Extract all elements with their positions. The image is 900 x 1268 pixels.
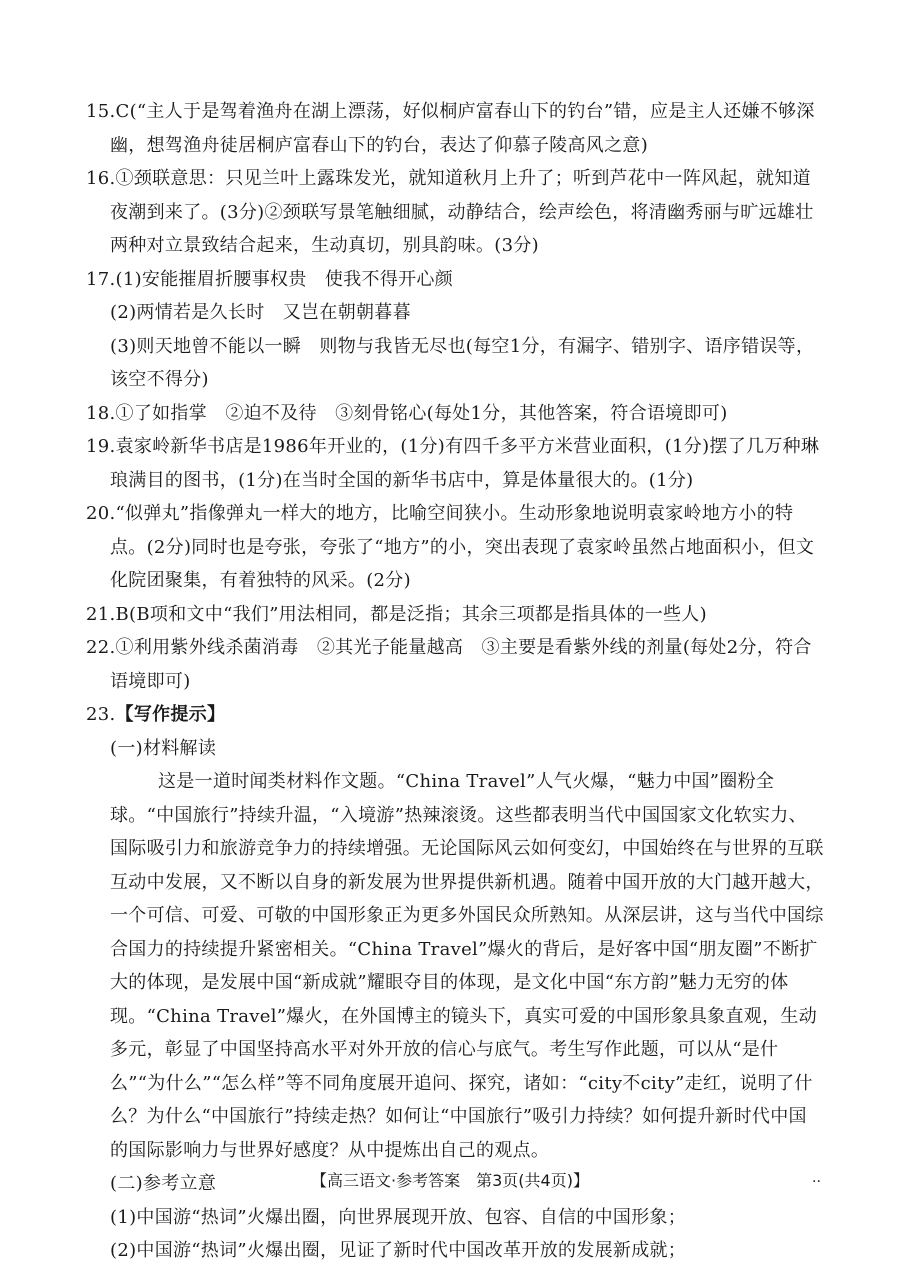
answer-20: 20.“似弹丸”指像弹丸一样大的地方，比喻空间狭小。生动形象地说明袁家岭地方小的特点。(2分)同时也是夸张，夸张了“地方”的小，突出表现了袁家岭虽然占地面积小，但文化院团聚集，有着独特的风采。(2分) <box>86 503 815 591</box>
answer-15: 15.C(“主人于是驾着渔舟在湖上漂荡，好似桐庐富春山下的钓台”错，应是主人还嫌不够深幽，想驾渔舟徒居桐庐富春山下的钓台，表达了仰慕子陵高风之意) <box>86 101 815 156</box>
material-paragraph: 这是一道时闻类材料作文题。“China Travel”人气火爆，“魅力中国”圈粉全球。“中国旅行”持续升温，“入境游”热辣滚烫。这些都表明当代中国国家文化软实力、国际吸引力和旅游竞争力的持续增强。无论国际风云如何变幻，中国始终在与世界的互联互动中发展，又不断以自身的新发展为世界提供新机遇。随着中国开放的大门越开越大，一个可信、可爱、可敬的中国形象正为更多外国民众所熟知。从深层讲，这与当代中国综合国力的持续提升紧密相关。“China Travel”爆火的背后，是好客中国“朋友圈”不断扩大的体现，是发展中国“新成就”耀眼夺目的体现，是文化中国“东方韵”魅力无穷的体现。“China Travel”爆火，在外国博主的镜头下，真实可爱的中国形象具象直观，生动多元，彰显了中国坚持高水平对外开放的信心与底气。考生写作此题，可以从“是什么”“为什么”“怎么样”等不同角度展开追问、探究，诸如：“city不city”走红，说明了什么？为什么“中国旅行”持续走热？如何让“中国旅行”吸引力持续？如何提升新时代中国的国际影响力与世界好感度？从中提炼出自己的观点。 <box>110 771 824 1161</box>
answer-21: 21.B(B项和文中“我们”用法相同，都是泛指；其余三项都是指具体的一些人) <box>86 603 707 625</box>
corner-mark: .. <box>812 1170 821 1186</box>
answer-17-2: (2)两情若是久长时 又岂在朝朝暮暮 <box>110 302 411 323</box>
answer-18: 18.①了如指掌 ②迫不及待 ③刻骨铭心(每处1分，其他答案，符合语境即可) <box>86 402 728 424</box>
reference-idea-2: (2)中国游“热词”火爆出圈，见证了新时代中国改革开放的发展新成就； <box>110 1240 687 1261</box>
section-reference-ideas: (二)参考立意 <box>110 1173 217 1194</box>
reference-idea-1: (1)中国游“热词”火爆出圈，向世界展现开放、包容、自信的中国形象； <box>110 1206 687 1228</box>
answer-23-number: 23. <box>86 704 116 725</box>
answer-19: 19.袁家岭新华书店是1986年开业的，(1分)有四千多平方米营业面积，(1分)摆了几万种琳琅满目的图书，(1分)在当时全国的新华书店中，算是体量很大的。(1分) <box>86 436 820 491</box>
section-material-interpretation: (一)材料解读 <box>110 737 217 759</box>
answer-17-1: 17.(1)安能摧眉折腰事权贵 使我不得开心颜 <box>86 268 454 290</box>
answer-22: 22.①利用紫外线杀菌消毒 ②其光子能量越高 ③主要是看紫外线的剂量(每处2分，符合语境即可) <box>86 637 812 692</box>
answer-17-3: (3)则天地曾不能以一瞬 则物与我皆无尽也(每空1分，有漏字、错别字、语序错误等，该空不得分) <box>110 335 815 390</box>
answer-16: 16.①颈联意思：只见兰叶上露珠发光，就知道秋月上升了；听到芦花中一阵风起，就知道夜潮到来了。(3分)②颈联写景笔触细腻，动静结合，绘声绘色，将清幽秀丽与旷远雄壮两种对立景致结合起来，生动真切，别具韵味。(3分) <box>86 168 814 256</box>
writing-tips-title: 【写作提示】 <box>115 704 226 725</box>
answer-content <box>86 95 824 1268</box>
answer-23-heading <box>86 698 824 732</box>
page-footer: 【高三语文·参考答案 第3页(共4页)】 <box>311 1171 589 1190</box>
